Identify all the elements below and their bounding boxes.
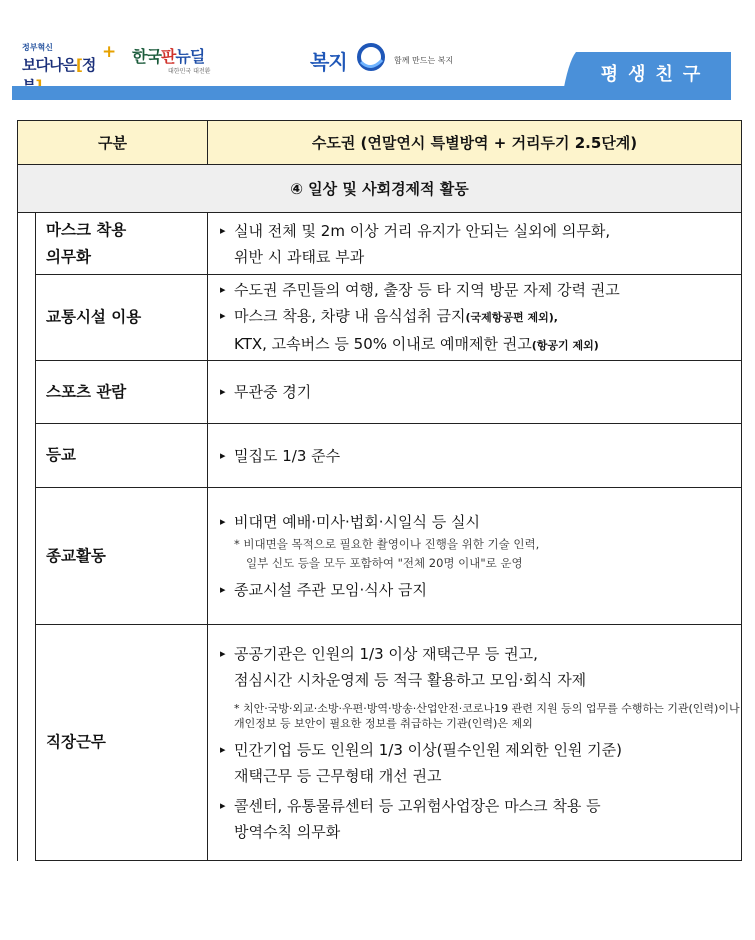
row-category: 마스크 착용 의무화: [36, 213, 208, 275]
row-detail: ▸ 무관중 경기: [208, 361, 742, 424]
row-category: 등교: [36, 424, 208, 488]
table-row: [18, 213, 742, 275]
row-detail: ▸ 공공기관은 인원의 1/3 이상 재택근무 등 권고, 점심시간 시차운영제 등 적극 활용하고 모임·회식 자제 * 치안·국방·외교·소방·우편·방역·방송·산업안전·코로나19 관련 지원 등의 업무를 수행하는 기관(인력)이나 개인정보 등 보안이 필요한 정보를 취급하는 기관(인력)은 제외 ▸ 민간기업 등도 인원의 1/3 이상(필수인원 제외한 인원 기준) 재택근무 등 근무형태 개선 권고 ▸ 콜센터, 유통물류센터 등 고위험사업장은 마스크 착용 등 방역수칙 의무화: [208, 625, 742, 861]
distancing-rules-table: [17, 120, 742, 861]
korean-new-deal-logo: 한국판뉴딜 대한민국 대전환: [132, 47, 211, 75]
table-row: [18, 488, 742, 625]
row-category: 스포츠 관람: [36, 361, 208, 424]
lifelong-friend-banner: 평생친구: [562, 52, 731, 98]
welfare-logo: 복지 함께 만드는 복지: [310, 42, 470, 82]
row-detail: ▸ 실내 전체 및 2m 이상 거리 유지가 안되는 실외에 의무화, 위반 시 과태료 부과: [208, 213, 742, 275]
table-row: [18, 275, 742, 361]
table-header-row: [18, 121, 742, 165]
header-band: [12, 86, 731, 100]
welfare-ring-icon: [356, 42, 386, 72]
section-title: ④ 일상 및 사회경제적 활동: [18, 165, 742, 213]
header-detail: 수도권 (연말연시 특별방역 + 거리두기 2.5단계): [208, 121, 742, 165]
row-category: 종교활동: [36, 488, 208, 625]
page-header: [0, 0, 755, 110]
row-detail: ▸ 비대면 예배·미사·법회·시일식 등 실시 * 비대면을 목적으로 필요한 촬영이나 진행을 위한 기술 인력, 일부 신도 등을 모두 포함하여 "전체 20명 이내"로 운영 ▸ 종교시설 주관 모임·식사 금지: [208, 488, 742, 625]
table-row: [18, 625, 742, 861]
table-row: [18, 424, 742, 488]
header-category: 구분: [18, 121, 208, 165]
row-detail: ▸ 수도권 주민들의 여행, 출장 등 타 지역 방문 자제 강력 권고 ▸ 마스크 착용, 차량 내 음식섭취 금지(국제항공편 제외), KTX, 고속버스 등 50% 이내로 예매제한 권고(항공기 제외): [208, 275, 742, 361]
row-category: 교통시설 이용: [36, 275, 208, 361]
section-row: [18, 165, 742, 213]
table-row: [18, 361, 742, 424]
row-detail: ▸ 밀집도 1/3 준수: [208, 424, 742, 488]
government-innovation-logo: 정부혁신 보다나은[정 +: [22, 42, 117, 74]
row-category: 직장근무: [36, 625, 208, 861]
